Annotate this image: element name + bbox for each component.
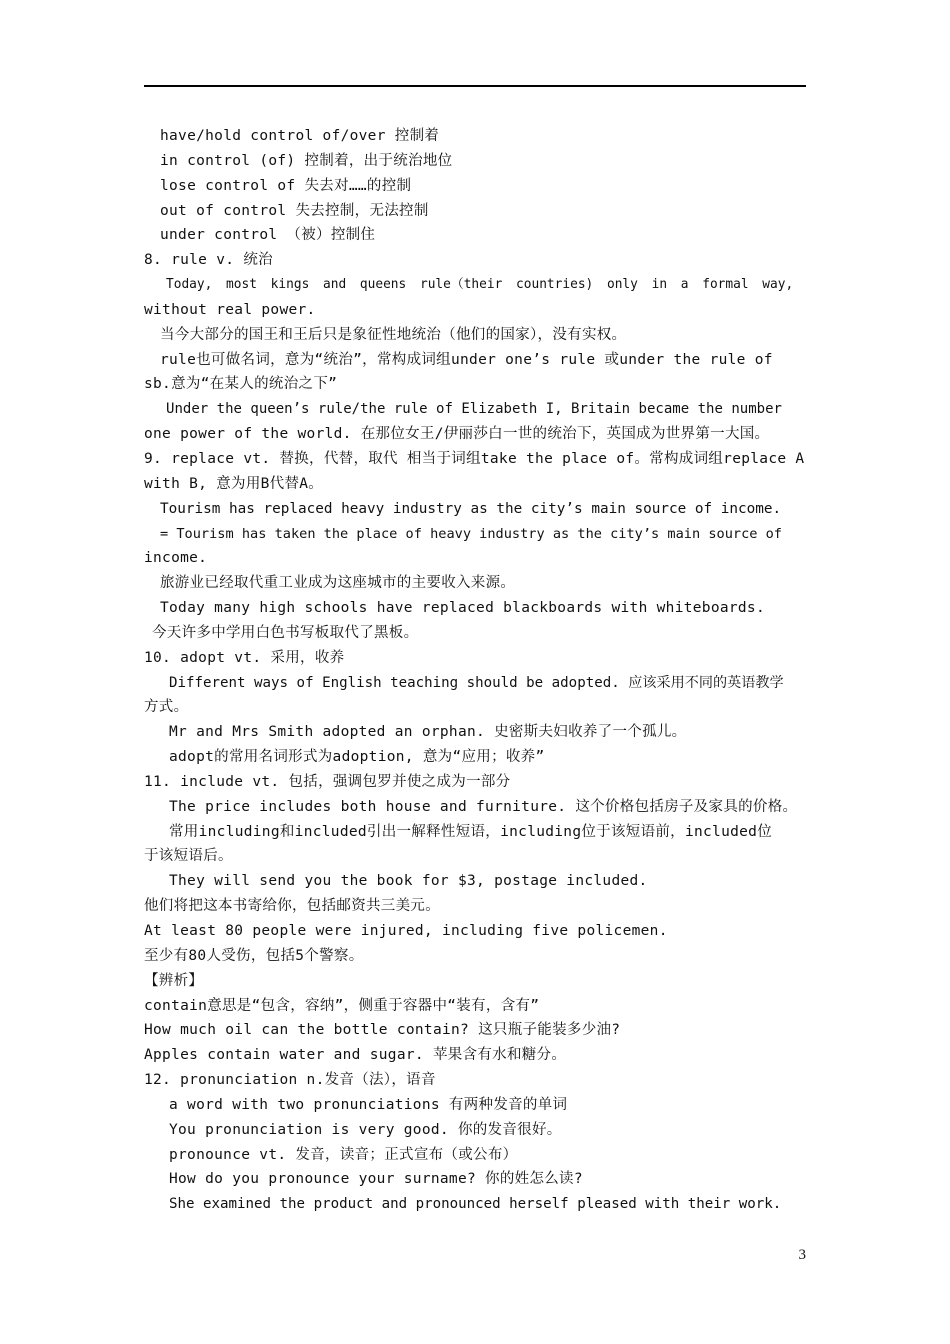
text-line: Under the queen’s rule/the rule of Elizabeth I, Britain became the number xyxy=(166,401,782,418)
section-heading: 8. rule v. 统治 xyxy=(144,252,273,269)
text-line: income. xyxy=(144,550,208,567)
section-heading: 10. adopt vt. 采用，收养 xyxy=(144,649,345,666)
text-line: 今天许多中学用白色书写板取代了黑板。 xyxy=(152,624,419,641)
text-line: 旅游业已经取代重工业成为这座城市的主要收入来源。 xyxy=(160,575,516,592)
text-line: Mr and Mrs Smith adopted an orphan. 史密斯夫妇收养了一个孤儿。 xyxy=(169,724,687,741)
text-line: out of control 失去控制，无法控制 xyxy=(160,202,429,219)
text-line: = Tourism has taken the place of heavy industry as the city’s main source of xyxy=(160,525,782,542)
text-line: Apples contain water and sugar. 苹果含有水和糖分。 xyxy=(144,1047,567,1064)
text-line: The price includes both house and furniture. 这个价格包括房子及家具的价格。 xyxy=(169,798,798,815)
text-line: Different ways of English teaching should be adopted. 应该采用不同的英语教学 xyxy=(169,674,784,691)
page-number: 3 xyxy=(798,1247,806,1263)
text-line: sb.意为“在某人的统治之下” xyxy=(144,376,338,393)
text-line: lose control of 失去对……的控制 xyxy=(160,177,412,194)
text-line: 常用including和included引出一解释性短语，including位于该短语前，included位 xyxy=(169,823,773,840)
text-line: 至少有80人受伤，包括5个警察。 xyxy=(144,947,364,964)
text-line: You pronunciation is very good. 你的发音很好。 xyxy=(169,1121,562,1138)
text-line: rule也可做名词，意为“统治”，常构成词组under one’s rule 或under the rule of xyxy=(160,351,773,368)
text-line: one power of the world. 在那位女王/伊丽莎白一世的统治下，英国成为世界第一大国。 xyxy=(144,426,770,443)
text-line: have/hold control of/over 控制着 xyxy=(160,128,440,144)
text-line: 方式。 xyxy=(144,699,189,716)
text-line: adopt的常用名词形式为adoption, 意为“应用；收养” xyxy=(169,749,545,766)
page-body xyxy=(144,124,806,1217)
text-line: She examined the product and pronounced herself pleased with their work. xyxy=(169,1196,782,1213)
text-line: a word with two pronunciations 有两种发音的单词 xyxy=(169,1096,568,1113)
text-line: Tourism has replaced heavy industry as the city’s main source of income. xyxy=(160,500,782,517)
text-line: 当今大部分的国王和王后只是象征性地统治（他们的国家），没有实权。 xyxy=(160,326,627,343)
section-heading: 9. replace vt. 替换，代替，取代 相当于词组take the place of。常构成词组replace A xyxy=(144,450,805,467)
text-line: How much oil can the bottle contain? 这只瓶子能装多少油? xyxy=(144,1022,621,1039)
section-heading: 12. pronunciation n.发音（法），语音 xyxy=(144,1072,436,1089)
text-line: under control （被）控制住 xyxy=(160,227,376,244)
text-line: Today many high schools have replaced blackboards with whiteboards. xyxy=(160,600,765,617)
text-line: without real power. xyxy=(144,301,316,318)
section-heading: 11. include vt. 包括，强调包罗并使之成为一部分 xyxy=(144,773,511,790)
section-label: 【辨析】 xyxy=(144,972,204,989)
text-line: in control (of) 控制着，出于统治地位 xyxy=(160,152,453,169)
text-line: They will send you the book for $3, postage included. xyxy=(169,873,648,890)
text-line: How do you pronounce your surname? 你的姓怎么读? xyxy=(169,1171,583,1188)
text-line: pronounce vt. 发音，读音；正式宣布（或公布） xyxy=(169,1146,518,1163)
text-line: contain意思是“包含，容纳”，侧重于容器中“装有，含有” xyxy=(144,997,540,1014)
text-line: 于该短语后。 xyxy=(144,848,233,865)
text-line: At least 80 people were injured, including five policemen. xyxy=(144,923,668,939)
text-line: with B, 意为用B代替A。 xyxy=(144,475,324,492)
text-line: Today, most kings and queens rule（their countries) only in a formal way, xyxy=(166,277,794,293)
text-line: 他们将把这本书寄给你，包括邮资共三美元。 xyxy=(144,898,440,915)
header-rule xyxy=(144,85,806,87)
